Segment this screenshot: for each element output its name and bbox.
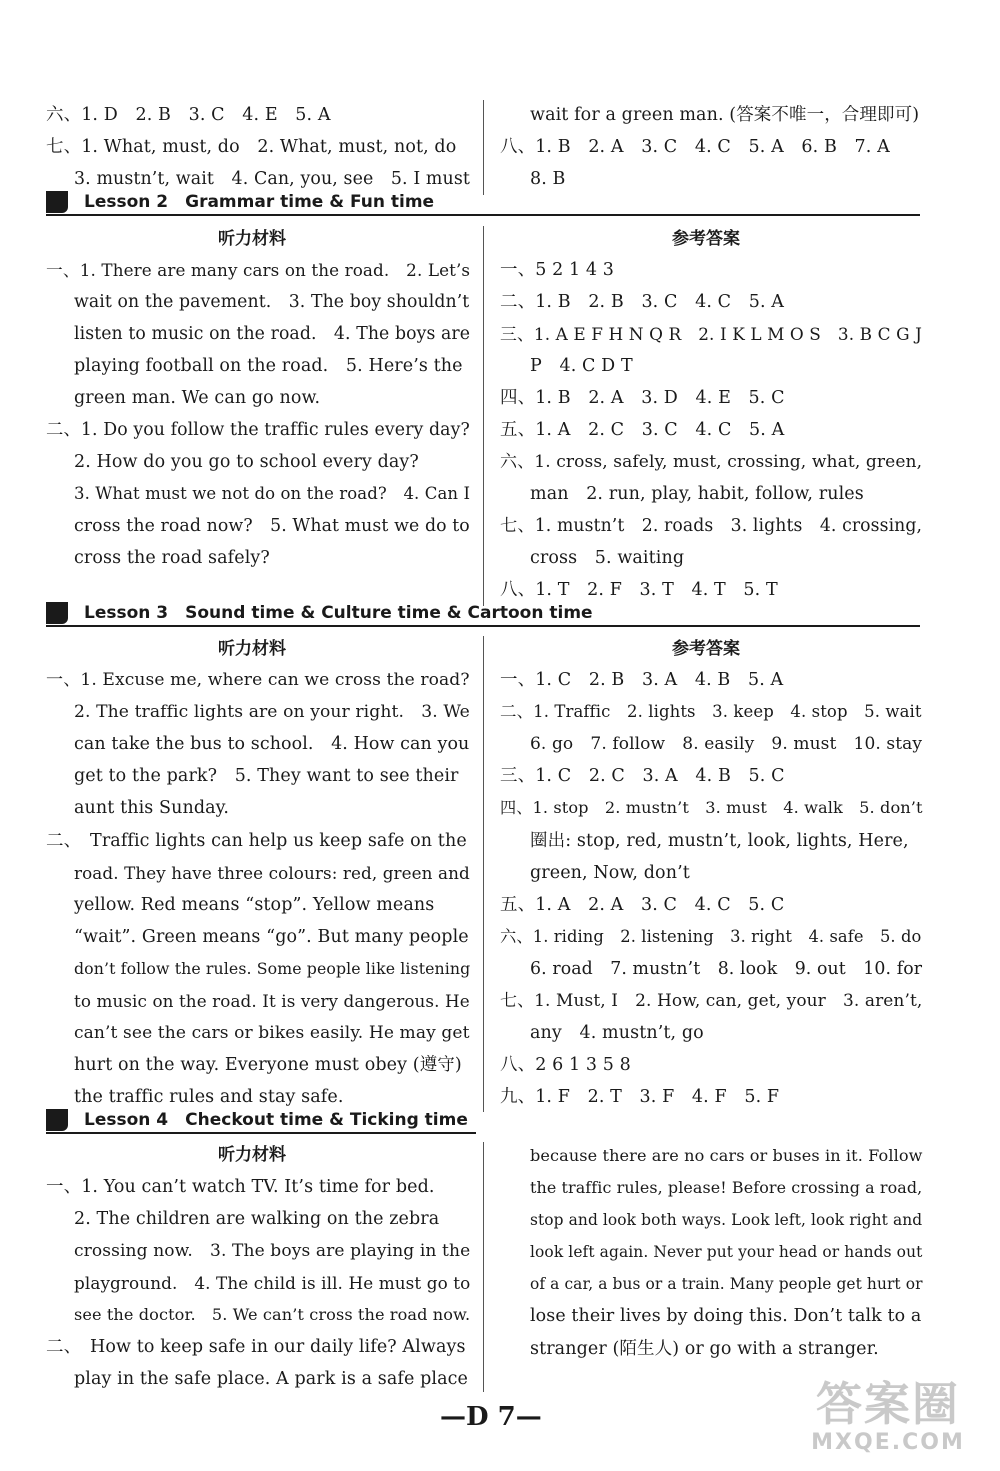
lesson-3-left-line: road. They have three colours: red, green and [74, 863, 470, 883]
lesson-2-right-line: cross 5. waiting [530, 548, 685, 568]
column-divider-lesson3 [483, 636, 484, 1112]
lesson-3-left-line: 一、1. Excuse me, where can we cross the road? [46, 670, 470, 690]
top-right-line: 八、1. B 2. A 3. C 4. C 5. A 6. B 7. A [500, 137, 890, 157]
lesson-3-right-line: 四、1. stop 2. mustn’t 3. must 4. walk 5. don’t [500, 798, 923, 817]
column-divider-lesson2 [483, 226, 484, 606]
lesson-4-right-line: the traffic rules, please! Before crossing a road, [530, 1178, 923, 1197]
lesson-3-right-line: 九、1. F 2. T 3. F 4. F 5. F [500, 1087, 780, 1107]
lesson-3-left-line: aunt this Sunday. [74, 798, 230, 818]
lesson-3-right-line: 圈出: stop, red, mustn’t, look, lights, Here, [530, 831, 909, 851]
lesson-marker [46, 602, 68, 624]
lesson-4-listening-header: 听力材料 [218, 1145, 286, 1165]
lesson-4-right-line: lose their lives by doing this. Don’t talk to a [530, 1306, 922, 1326]
lesson-2-left-line: 一、1. There are many cars on the road. 2. Let’s [46, 260, 471, 280]
lesson-4-left-line: 一、1. You can’t watch TV. It’s time for bed. [46, 1177, 435, 1197]
lesson-4-header [46, 1109, 920, 1135]
lesson-rule [46, 1132, 476, 1134]
lesson-2-right-line: 一、5 2 1 4 3 [500, 260, 615, 280]
lesson-4-left-line: see the doctor. 5. We can’t cross the road now. [74, 1305, 471, 1324]
lesson-marker [46, 191, 68, 213]
lesson-3-left-line: the traffic rules and stay safe. [74, 1087, 344, 1107]
top-right-line: wait for a green man. (答案不唯一，合理即可) [530, 105, 920, 125]
lesson-2-listening-header: 听力材料 [218, 229, 286, 249]
lesson-2-left-line: listen to music on the road. 4. The boys are [74, 324, 471, 344]
lesson-3-left-line: to music on the road. It is very dangerous. He [74, 991, 470, 1011]
lesson-2-header [46, 191, 920, 217]
lesson-4-left-line: play in the safe place. A park is a safe place [74, 1369, 468, 1389]
lesson-3-title: Lesson 3 Sound time & Culture time & Cartoon time [84, 603, 593, 623]
page-number: —D 7— [440, 1402, 542, 1432]
lesson-2-right-line: 三、1. A E F H N Q R 2. I K L M O S 3. B C G J [500, 324, 922, 344]
lesson-3-left-line: can take the bus to school. 4. How can you [74, 734, 470, 754]
lesson-marker [46, 1109, 68, 1131]
lesson-rule [46, 214, 920, 216]
lesson-3-left-line: 2. The traffic lights are on your right. 3. We [74, 702, 470, 722]
lesson-3-right-line: 七、1. Must, I 2. How, can, get, your 3. aren’t, [500, 991, 923, 1011]
lesson-3-right-line: any 4. mustn’t, go [530, 1023, 704, 1043]
lesson-3-right-line: 六、1. riding 2. listening 3. right 4. safe 5. do [500, 927, 922, 946]
lesson-4-title: Lesson 4 Checkout time & Ticking time [84, 1110, 468, 1130]
lesson-3-right-line: 三、1. C 2. C 3. A 4. B 5. C [500, 766, 785, 786]
column-divider-lesson4 [483, 1142, 484, 1392]
watermark-url: MXQE.COM [811, 1430, 965, 1455]
lesson-4-left-line: crossing now. 3. The boys are playing in the [74, 1241, 471, 1261]
lesson-2-title: Lesson 2 Grammar time & Fun time [84, 192, 435, 212]
lesson-2-right-line: P 4. C D T [530, 356, 633, 376]
column-divider-top [483, 100, 484, 195]
lesson-4-right-line: of a car, a bus or a train. Many people get hurt or [530, 1275, 923, 1293]
lesson-3-right-line: 二、1. Traffic 2. lights 3. keep 4. stop 5. wait [500, 702, 922, 721]
lesson-2-right-line: 六、1. cross, safely, must, crossing, what, green, [500, 452, 923, 472]
lesson-2-right-line: 七、1. mustn’t 2. roads 3. lights 4. crossing, [500, 516, 923, 536]
lesson-2-left-line: wait on the pavement. 3. The boy shouldn’t [74, 292, 470, 312]
lesson-4-right-line: because there are no cars or buses in it. Follow [530, 1146, 923, 1165]
lesson-4-left-line: 二、 How to keep safe in our daily life? Always [46, 1337, 466, 1357]
lesson-2-left-line: 3. What must we not do on the road? 4. Can I [74, 484, 471, 503]
lesson-3-left-line: “wait”. Green means “go”. But many people [74, 927, 469, 947]
lesson-3-left-line: 二、 Traffic lights can help us keep safe on the [46, 831, 467, 851]
lesson-2-left-line: 二、1. Do you follow the traffic rules every day? [46, 420, 470, 440]
lesson-3-right-line: 6. go 7. follow 8. easily 9. must 10. stay [530, 734, 923, 754]
top-right-line: 8. B [530, 169, 566, 189]
lesson-rule [46, 625, 920, 627]
top-left-line: 3. mustn’t, wait 4. Can, you, see 5. I must [74, 169, 470, 189]
lesson-2-right-line: 八、1. T 2. F 3. T 4. T 5. T [500, 580, 778, 600]
lesson-3-left-line: get to the park? 5. They want to see their [74, 766, 459, 786]
lesson-3-right-line: 6. road 7. mustn’t 8. look 9. out 10. for [530, 959, 923, 979]
lesson-3-right-line: 八、2 6 1 3 5 8 [500, 1055, 631, 1075]
lesson-4-left-line: playground. 4. The child is ill. He must go to [74, 1273, 471, 1293]
top-left-line: 七、1. What, must, do 2. What, must, not, do [46, 137, 457, 157]
lesson-2-answer-header: 参考答案 [672, 229, 740, 249]
lesson-2-left-line: cross the road now? 5. What must we do to [74, 516, 470, 536]
lesson-2-left-line: green man. We can go now. [74, 388, 321, 408]
lesson-4-right-line: look left again. Never put your head or hands out [530, 1243, 923, 1261]
lesson-4-right-line: stranger (陌生人) or go with a stranger. [530, 1339, 879, 1359]
lesson-3-left-line: can’t see the cars or bikes easily. He may get [74, 1023, 470, 1043]
lesson-3-right-line: green, Now, don’t [530, 863, 690, 883]
lesson-2-right-line: 四、1. B 2. A 3. D 4. E 5. C [500, 388, 785, 408]
lesson-2-left-line: playing football on the road. 5. Here’s the [74, 356, 463, 376]
watermark-logo [788, 1378, 988, 1466]
lesson-2-right-line: 五、1. A 2. C 3. C 4. C 5. A [500, 420, 785, 440]
lesson-3-right-line: 五、1. A 2. A 3. C 4. C 5. C [500, 895, 785, 915]
watermark-text: 答案圈 [816, 1377, 960, 1431]
lesson-3-left-line: hurt on the way. Everyone must obey (遵守) [74, 1055, 462, 1075]
lesson-3-left-line: don’t follow the rules. Some people like listening [74, 959, 471, 978]
lesson-2-right-line: man 2. run, play, habit, follow, rules [530, 484, 864, 504]
lesson-4-right-line: stop and look both ways. Look left, look right and [530, 1211, 923, 1229]
lesson-3-answer-header: 参考答案 [672, 639, 740, 659]
lesson-3-left-line: yellow. Red means “stop”. Yellow means [74, 895, 435, 915]
lesson-2-left-line: 2. How do you go to school every day? [74, 452, 419, 472]
lesson-3-right-line: 一、1. C 2. B 3. A 4. B 5. A [500, 670, 784, 690]
lesson-2-right-line: 二、1. B 2. B 3. C 4. C 5. A [500, 292, 785, 312]
top-left-line: 六、1. D 2. B 3. C 4. E 5. A [46, 105, 331, 125]
lesson-4-left-line: 2. The children are walking on the zebra [74, 1209, 440, 1229]
lesson-3-header [46, 602, 920, 628]
lesson-3-listening-header: 听力材料 [218, 639, 286, 659]
lesson-2-left-line: cross the road safely? [74, 548, 270, 568]
